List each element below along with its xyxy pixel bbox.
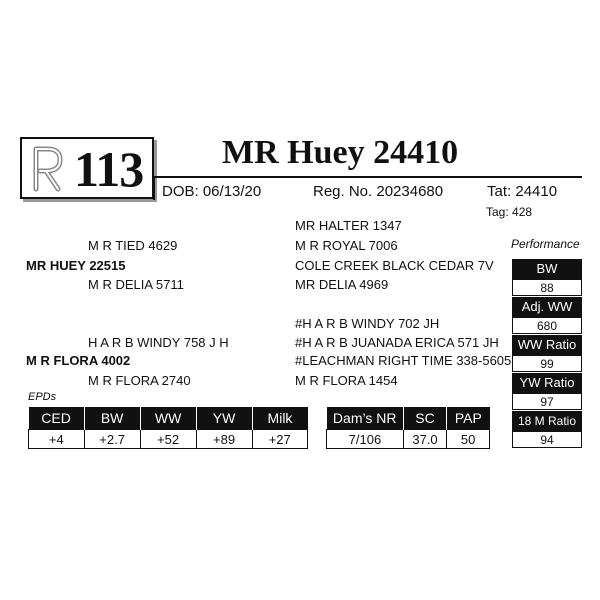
tag-value: 428 — [512, 205, 533, 219]
dam-stats-header-pap: PAP — [447, 407, 490, 430]
epd-header-bw: BW — [84, 407, 140, 430]
pedigree-dsd: #H A R B JUANADA ERICA 571 JH — [295, 335, 499, 350]
pedigree-dd: M R FLORA 2740 — [88, 373, 191, 388]
reg-field — [313, 183, 443, 200]
pedigree-dss: #H A R B WINDY 702 JH — [295, 316, 440, 331]
dam-stats-value-pap: 50 — [447, 430, 490, 449]
pedigree-dds: #LEACHMAN RIGHT TIME 338-5605 — [295, 353, 512, 368]
epd-header-ww: WW — [140, 407, 196, 430]
epds-title: EPDs — [28, 391, 57, 403]
perf-value-bw: 88 — [512, 279, 582, 296]
dam-stats-value-nr: 7/106 — [327, 430, 404, 449]
epd-value-yw: +89 — [196, 430, 252, 449]
pedigree-sire: MR HUEY 22515 — [26, 258, 126, 273]
reg-label: Reg. No. — [313, 183, 377, 200]
dob-value: 06/13/20 — [202, 183, 262, 200]
epd-header-milk: Milk — [252, 407, 308, 430]
pedigree-sss: MR HALTER 1347 — [295, 218, 402, 233]
tag-label: Tag: — [486, 205, 513, 219]
header-divider — [153, 176, 155, 200]
dam-stats-header-row — [327, 407, 490, 430]
brand-logo-icon — [30, 145, 64, 193]
perf-value-adj-ww: 680 — [512, 317, 582, 334]
epd-table — [28, 407, 308, 449]
animal-name: MR Huey 24410 — [222, 134, 459, 171]
tat-label: Tat: — [487, 183, 516, 200]
pedigree-dam: M R FLORA 4002 — [26, 353, 131, 368]
perf-value-ww-ratio: 99 — [512, 355, 582, 372]
perf-label-18m-ratio: 18 M Ratio — [512, 411, 582, 431]
pedigree-sds: COLE CREEK BLACK CEDAR 7V — [295, 258, 494, 273]
lot-number: 113 — [74, 141, 144, 197]
pedigree-sdd: MR DELIA 4969 — [295, 277, 389, 292]
epd-value-bw: +2.7 — [84, 430, 140, 449]
perf-label-ww-ratio: WW Ratio — [512, 335, 582, 355]
pedigree-ddd: M R FLORA 1454 — [295, 373, 398, 388]
tat-value: 24410 — [515, 183, 558, 200]
tat-field — [487, 183, 557, 200]
perf-value-yw-ratio: 97 — [512, 393, 582, 410]
perf-label-adj-ww: Adj. WW — [512, 297, 582, 317]
dob-field — [162, 183, 261, 200]
tag-field — [486, 205, 532, 219]
epd-value-row — [29, 430, 308, 449]
reg-value: 20234680 — [376, 183, 444, 200]
epd-value-ww: +52 — [140, 430, 196, 449]
lot-box — [20, 137, 154, 199]
dam-stats-table — [326, 407, 490, 449]
perf-value-18m-ratio: 94 — [512, 431, 582, 448]
pedigree-ds: H A R B WINDY 758 J H — [88, 335, 229, 350]
dam-stats-header-sc: SC — [403, 407, 446, 430]
pedigree-ssd: M R ROYAL 7006 — [295, 238, 398, 253]
title-rule — [154, 176, 582, 178]
perf-label-bw: BW — [512, 259, 582, 279]
performance-title: Performance — [511, 237, 580, 251]
epd-header-ced: CED — [29, 407, 85, 430]
dam-stats-header-nr: Dam’s NR — [327, 407, 404, 430]
epd-value-milk: +27 — [252, 430, 308, 449]
epd-header-row — [29, 407, 308, 430]
epd-value-ced: +4 — [29, 430, 85, 449]
dam-stats-value-sc: 37.0 — [403, 430, 446, 449]
perf-label-yw-ratio: YW Ratio — [512, 373, 582, 393]
pedigree-sd: M R DELIA 5711 — [88, 277, 184, 292]
dob-label: DOB: — [162, 183, 203, 200]
dam-stats-value-row — [327, 430, 490, 449]
pedigree-ss: M R TIED 4629 — [88, 238, 178, 253]
epd-header-yw: YW — [196, 407, 252, 430]
